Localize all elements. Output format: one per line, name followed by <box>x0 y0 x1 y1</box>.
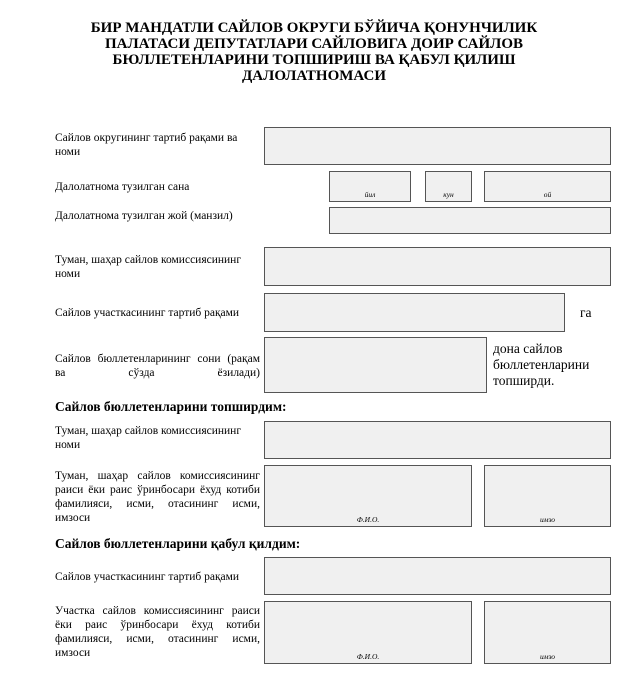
title-line-3: БЮЛЛЕТЕНЛАРИНИ ТОПШИРИШ ВА ҚАБУЛ ҚИЛИШ <box>112 52 516 68</box>
handed-signature-caption: имзо <box>539 515 556 524</box>
precinct-number-label: Сайлов участкасининг тартиб рақами <box>55 307 240 319</box>
received-official-label: Участка сайлов комиссиясининг раиси ёки раис ўринбосари ёхуд котиби фамилияси, исми, отасининг исми, имзоси <box>55 605 260 659</box>
handed-fio-caption: Ф.И.О. <box>356 515 380 524</box>
document-title <box>60 20 568 84</box>
handed-signature-field[interactable] <box>484 465 611 527</box>
district-number-label: Сайлов округининг тартиб рақами ва номи <box>55 132 238 158</box>
handed-commission-field[interactable] <box>264 421 611 459</box>
date-month-caption: ой <box>543 190 552 199</box>
district-number-field[interactable] <box>264 127 611 165</box>
handed-official-label: Туман, шаҳар сайлов комиссиясининг раиси ёки раис ўринбосари ёхуд котиби фамилияси, исми, отасининг исми, имзоси <box>55 470 260 524</box>
commission-name-field[interactable] <box>264 247 611 286</box>
date-month-field[interactable] <box>484 171 611 202</box>
date-year-caption: йил <box>364 190 376 199</box>
ballot-count-after: дона сайлов бюллетенларини топширди. <box>493 341 590 388</box>
handed-commission-label: Туман, шаҳар сайлов комиссиясининг номи <box>55 425 242 451</box>
title-line-1: БИР МАНДАТЛИ САЙЛОВ ОКРУГИ БЎЙИЧА ҚОНУНЧИЛИК <box>90 20 538 36</box>
precinct-number-field[interactable] <box>264 293 565 332</box>
precinct-suffix: га <box>580 305 592 320</box>
date-day-caption: кун <box>443 190 454 199</box>
commission-name-label: Туман, шаҳар сайлов комиссиясининг номи <box>55 254 242 280</box>
act-place-label: Далолатнома тузилган жой (манзил) <box>55 210 233 222</box>
ballot-count-label: Сайлов бюллетенларининг сони (рақам ва сўзда ёзилади) <box>55 353 260 379</box>
received-fio-field[interactable] <box>264 601 472 664</box>
act-date-label: Далолатнома тузилган сана <box>55 181 190 193</box>
date-year-field[interactable] <box>329 171 411 202</box>
handed-fio-field[interactable] <box>264 465 472 527</box>
received-fio-caption: Ф.И.О. <box>356 652 380 661</box>
date-day-field[interactable] <box>425 171 472 202</box>
received-precinct-field[interactable] <box>264 557 611 595</box>
section-received-heading: Сайлов бюллетенларини қабул қилдим: <box>55 536 301 551</box>
received-precinct-label: Сайлов участкасининг тартиб рақами <box>55 571 240 583</box>
title-line-2: ПАЛАТАСИ ДЕПУТАТЛАРИ САЙЛОВИГА ДОИР САЙЛОВ <box>104 36 523 52</box>
act-place-field[interactable] <box>329 207 611 234</box>
received-signature-field[interactable] <box>484 601 611 664</box>
received-signature-caption: имзо <box>539 652 556 661</box>
ballot-count-field[interactable] <box>264 337 487 393</box>
section-handed-heading: Сайлов бюллетенларини топширдим: <box>55 399 287 414</box>
title-line-4: ДАЛОЛАТНОМАСИ <box>241 68 387 84</box>
